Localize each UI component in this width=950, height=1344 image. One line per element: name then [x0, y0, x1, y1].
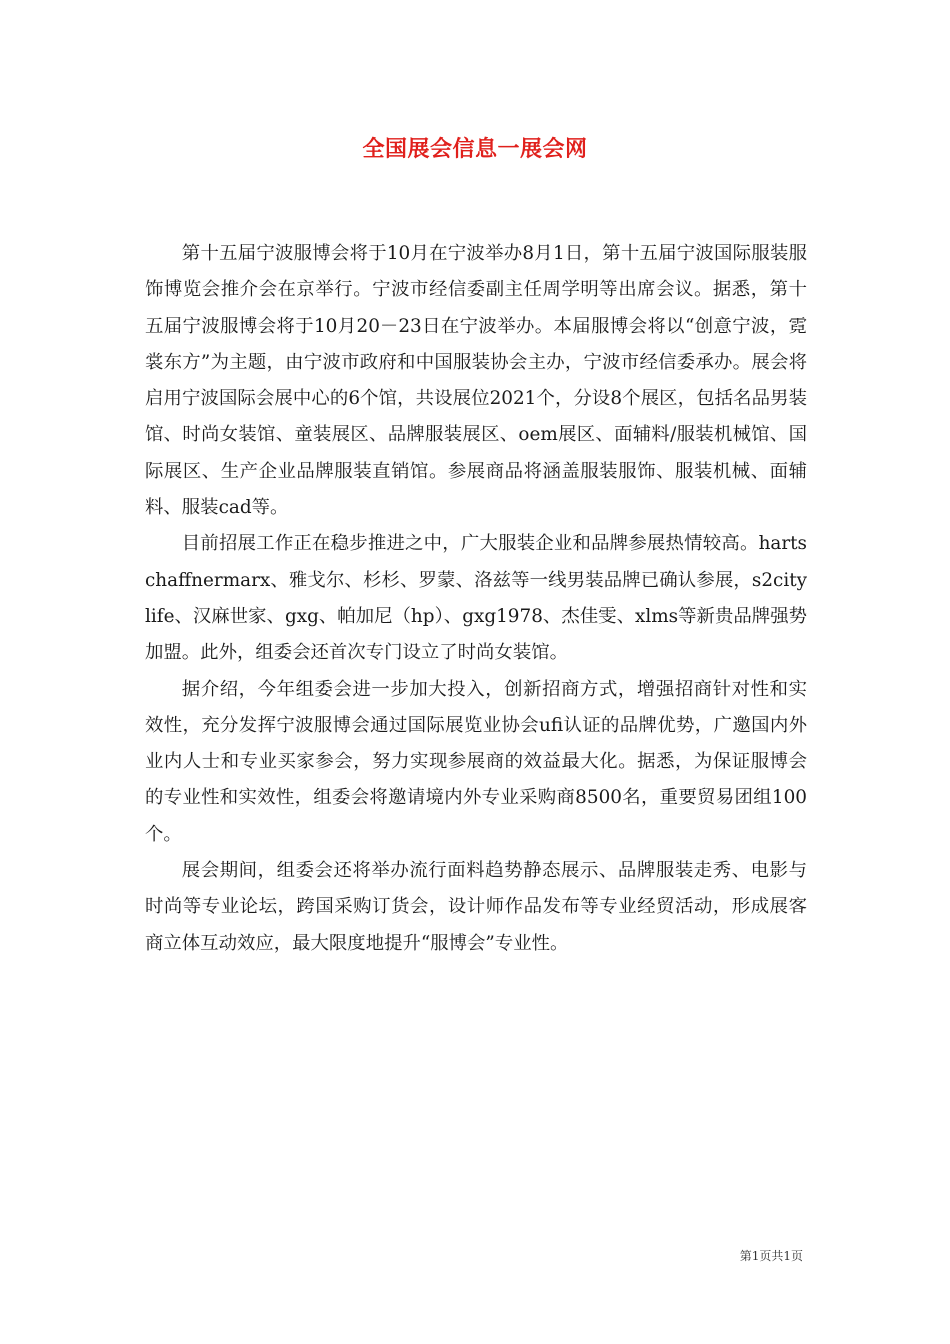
document-title: 全国展会信息一展会网 [362, 136, 588, 162]
paragraph-1: 第十五届宁波服博会将于10月在宁波举办8月1日，第十五届宁波国际服装服饰博览会推介会在京举行。宁波市经信委副主任周学明等出席会议。据悉，第十五届宁波服博会将于10月20－23日在宁波举办。本届服博会将以“创意宁波，霓裳东方”为主题，由宁波市政府和中国服装协会主办，宁波市经信委承办。展会将启用宁波国际会展中心的6个馆，共设展位2021个，分设8个展区，包括名品男装馆、时尚女装馆、童装展区、品牌服装展区、oem展区、面辅料/服装机械馆、国际展区、生产企业品牌服装直销馆。参展商品将涵盖服装服饰、服装机械、面辅料、服装cad等。 [145, 243, 807, 519]
document-body [145, 236, 807, 962]
paragraph-4: 展会期间，组委会还将举办流行面料趋势静态展示、品牌服装走秀、电影与时尚等专业论坛，跨国采购订货会，设计师作品发布等专业经贸活动，形成展客商立体互动效应，最大限度地提升“服博会”专业性。 [145, 860, 807, 954]
page-number-footer: 第1页共1页 [739, 1249, 803, 1263]
paragraph-2: 目前招展工作正在稳步推进之中，广大服装企业和品牌参展热情较高。hartschaffnermarx、雅戈尔、杉杉、罗蒙、洛兹等一线男装品牌已确认参展，s2citylife、汉麻世家、gxg、帕加尼（hp）、gxg1978、杰佳雯、xlms等新贵品牌强势加盟。此外，组委会还首次专门设立了时尚女装馆。 [145, 533, 807, 664]
paragraph-3: 据介绍，今年组委会进一步加大投入，创新招商方式，增强招商针对性和实效性，充分发挥宁波服博会通过国际展览业协会ufi认证的品牌优势，广邀国内外业内人士和专业买家参会，努力实现参展商的效益最大化。据悉，为保证服博会的专业性和实效性，组委会将邀请境内外专业采购商8500名，重要贸易团组100个。 [145, 678, 807, 845]
